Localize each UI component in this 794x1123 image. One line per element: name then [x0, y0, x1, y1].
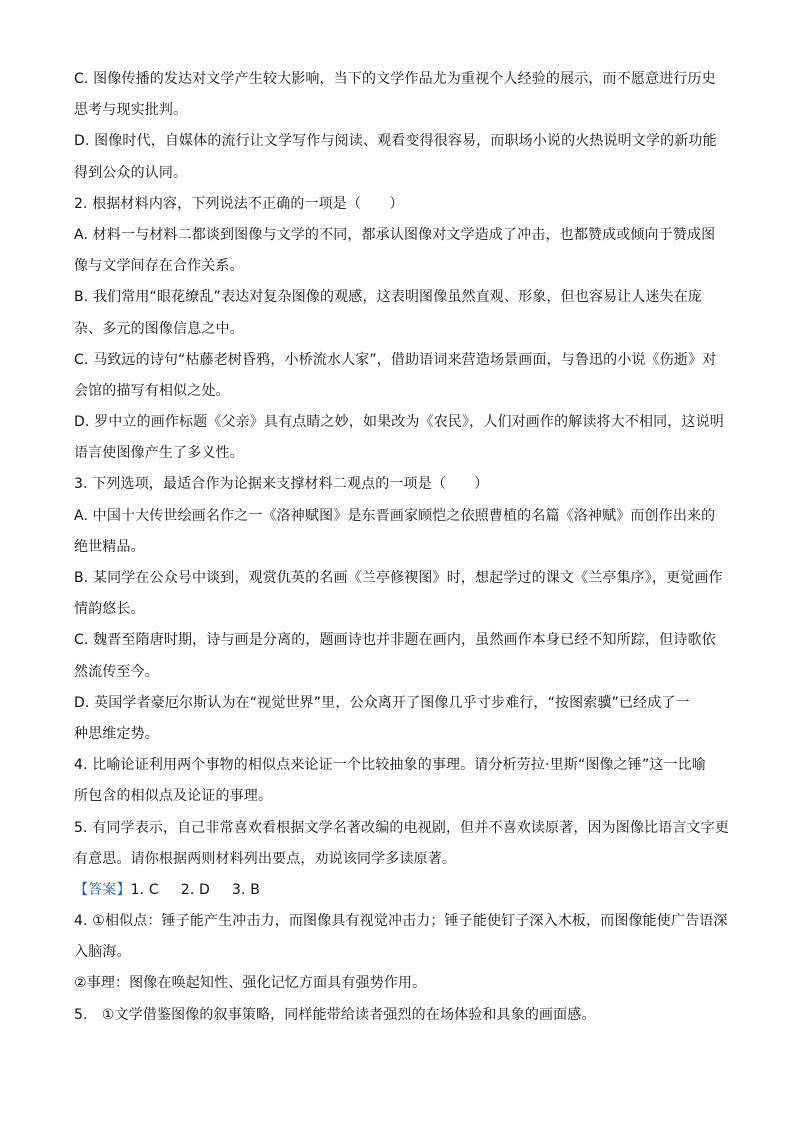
text-line: C. 图像传播的发达对文学产生较大影响，当下的文学作品尤为重视个人经验的展示，而不愿意进行历史 [74, 71, 716, 87]
text-line: D. 英国学者豪厄尔斯认为在“视觉世界”里，公众离开了图像几乎寸步难行，“按图索骥”已经成了一 [74, 694, 690, 711]
answer-item: 3. B [232, 881, 261, 898]
document-body [74, 64, 730, 1031]
text-line: A. 材料一与材料二都谈到图像与文学的不同，都承认图像对文学造成了冲击，也都赞成或倾向于赞成图 [74, 226, 716, 243]
text-line: A. 中国十大传世绘画名作之一《洛神赋图》是东晋画家顾恺之依照曹植的名篇《洛神赋》而创作出来的 [74, 507, 716, 524]
text-line: 语言使图像产生了多义性。 [74, 445, 244, 462]
text-line: 然流传至今。 [74, 663, 159, 680]
text-line: 种思维定势。 [74, 725, 159, 742]
text-line: 5. 有同学表示，自己非常喜欢看根据文学名著改编的电视剧，但并不喜欢读原著，因为图像比语言文字更 [74, 819, 730, 836]
answer-text-line: 入脑海。 [74, 944, 131, 961]
text-line: B. 我们常用“眼花缭乱”表达对复杂图像的观感，这表明图像虽然直观、形象，但也容易让人迷失在庞 [74, 289, 703, 306]
text-line: D. 图像时代，自媒体的流行让文学写作与阅读、观看变得很容易，而职场小说的火热说明文学的新功能 [74, 133, 717, 150]
answer-text-line: ②事理：图像在唤起知性、强化记忆方面具有强势作用。 [74, 975, 427, 992]
text-line: B. 某同学在公众号中谈到，观赏仇英的名画《兰亭修褉图》时，想起学过的课文《兰亭集序》，更觉画作 [74, 570, 723, 586]
answer-item: 2. D [180, 881, 210, 898]
text-line: C. 魏晋至隋唐时期，诗与画是分离的，题画诗也并非题在画内，虽然画作本身已经不知所踪，但诗歌依 [74, 632, 716, 649]
text-line: 3. 下列选项，最适合作为论据来支撑材料二观点的一项是（ ） [74, 476, 489, 493]
text-line: 思考与现实批判。 [74, 102, 188, 119]
answer-item: 1. C [130, 881, 159, 898]
answer-text-line: 5. ①文学借鉴图像的叙事策略，同样能带给读者强烈的在场体验和具象的画面感。 [74, 1006, 596, 1023]
answer-tag: 【答案】 [74, 881, 131, 898]
text-line: C. 马致远的诗句“枯藤老树昏鸦，小桥流水人家”，借助语词来营造场景画面，与鲁迅的小说《伤逝》对 [74, 351, 717, 368]
text-line: 有意思。请你根据两则材料列出要点，劝说该同学多读原著。 [74, 850, 457, 867]
text-line: 2. 根据材料内容，下列说法不正确的一项是（ ） [74, 195, 404, 212]
text-line: 4. 比喻论证利用两个事物的相似点来论证一个比较抽象的事理。请分析劳拉·里斯“图像之锤”这一比喻 [74, 757, 706, 774]
answer-line [74, 875, 722, 906]
text-line: 得到公众的认同。 [74, 164, 188, 181]
text-line: 情韵悠长。 [74, 601, 145, 618]
answer-text-line: 4. ①相似点：锤子能产生冲击力，而图像具有视觉冲击力；锤子能使钉子深入木板，而图像能使广告语深 [74, 913, 728, 930]
text-line: 杂、多元的图像信息之中。 [74, 320, 244, 337]
text-line: 绝世精品。 [74, 538, 145, 555]
text-line: 会馆的描写有相似之处。 [74, 382, 230, 399]
text-line: 像与文学间存在合作关系。 [74, 258, 244, 275]
text-line: 所包含的相似点及论证的事理。 [74, 788, 273, 805]
text-line: D. 罗中立的画作标题《父亲》具有点睛之妙，如果改为《农民》，人们对画作的解读将大不相同，这说明 [74, 414, 724, 431]
